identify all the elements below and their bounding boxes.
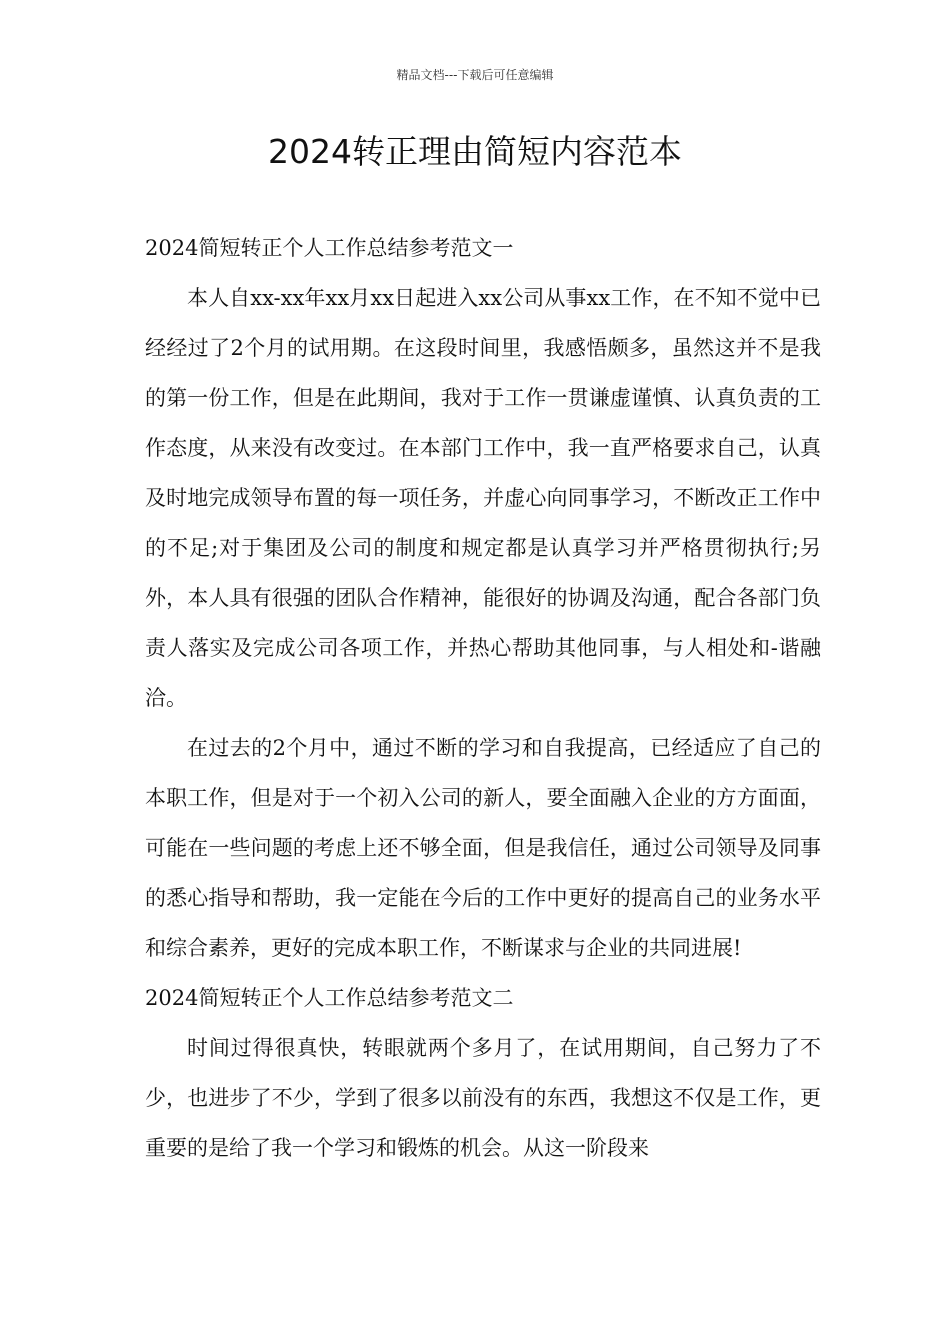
section-heading-1: 2024简短转正个人工作总结参考范文一 bbox=[145, 236, 514, 260]
paragraph-1-1: 本人自xx-xx年xx月xx日起进入xx公司从事xx工作，在不知不觉中已经经过了2个月的试用期。在这段时间里，我感悟颇多，虽然这并不是我的第一份工作，但是在此期间，我对于工作一贯谦虚谨慎、认真负责的工作态度，从来没有改变过。在本部门工作中，我一直严格要求自己，认真及时地完成领导布置的每一项任务，并虚心向同事学习，不断改正工作中的不足;对于集团及公司的制度和规定都是认真学习并严格贯彻执行;另外，本人具有很强的团队合作精神，能很好的协调及沟通，配合各部门负责人落实及完成公司各项工作，并热心帮助其他同事，与人相处和-谐融洽。 bbox=[145, 286, 821, 710]
paragraph-1-2: 在过去的2个月中，通过不断的学习和自我提高，已经适应了自己的本职工作，但是对于一个初入公司的新人，要全面融入企业的方方面面，可能在一些问题的考虑上还不够全面，但是我信任，通过公司领导及同事的悉心指导和帮助，我一定能在今后的工作中更好的提高自己的业务水平和综合素养，更好的完成本职工作，不断谋求与企业的共同进展! bbox=[145, 736, 821, 960]
header-note: 精品文档---下载后可任意编辑 bbox=[396, 68, 554, 82]
section-heading-2: 2024简短转正个人工作总结参考范文二 bbox=[145, 986, 514, 1010]
paragraph-2-1: 时间过得很真快，转眼就两个多月了，在试用期间，自己努力了不少，也进步了不少，学到了很多以前没有的东西，我想这不仅是工作，更重要的是给了我一个学习和锻炼的机会。从这一阶段来 bbox=[145, 1036, 821, 1160]
document-title: 2024转正理由简短内容范本 bbox=[268, 132, 682, 171]
document-body bbox=[145, 223, 821, 1173]
